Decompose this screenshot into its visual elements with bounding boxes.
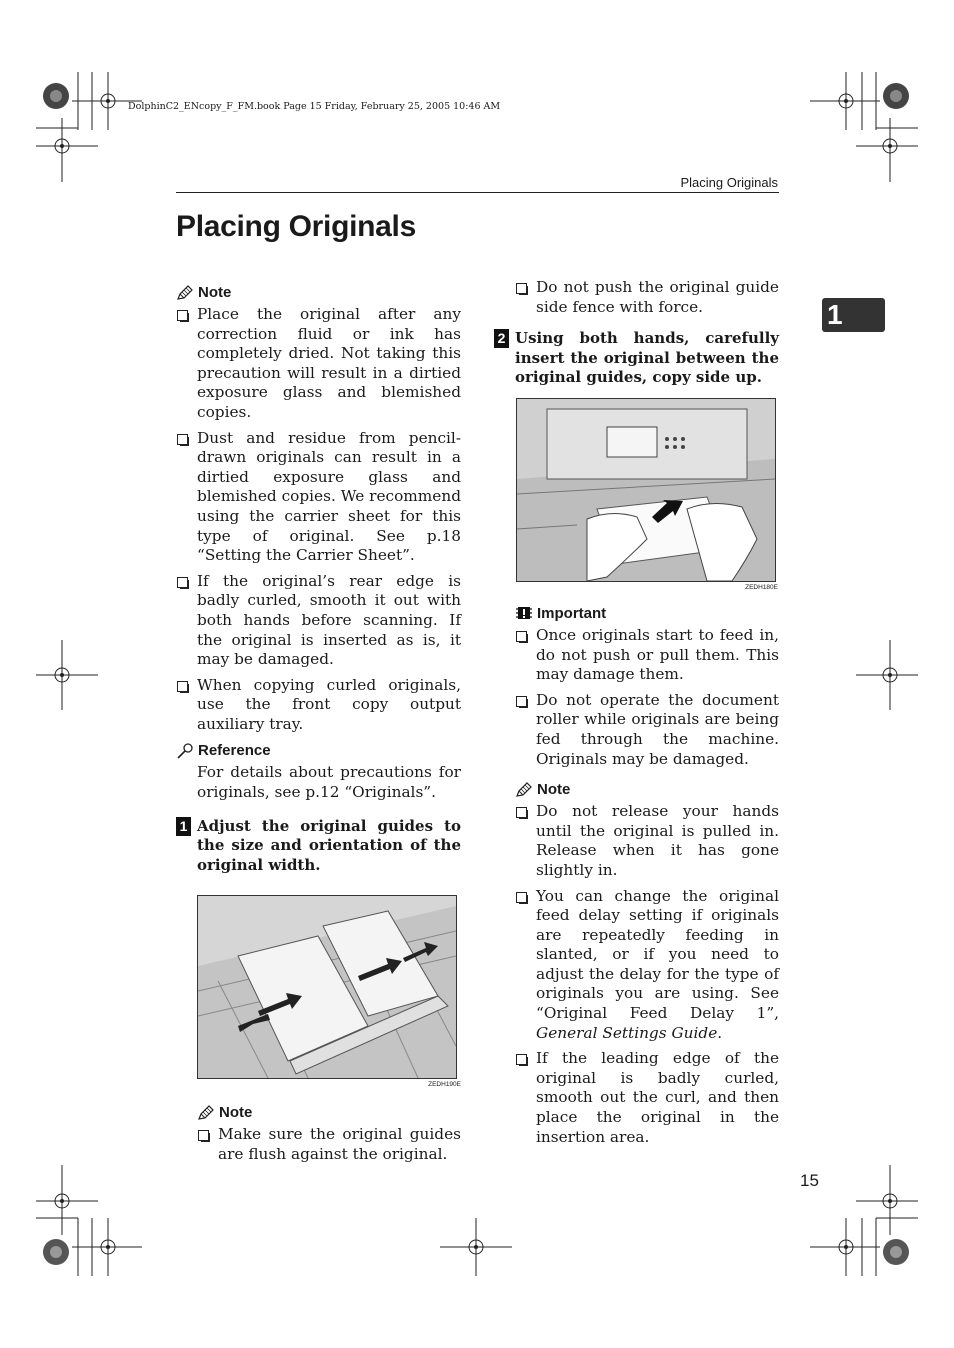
left-column [176,284,461,1171]
note-item: If the leading edge of the original is badly curled, smooth out the curl, and then place the original in the insertion area. [515,1049,779,1147]
checkbox-icon [516,892,527,903]
important-heading: Important [515,605,779,622]
pencil-icon [176,285,194,301]
book-file-info: DolphinC2_ENcopy_F_FM.book Page 15 Friday, February 25, 2005 10:46 AM [128,101,501,112]
running-header: Placing Originals [680,175,778,190]
insert-original-illustration [517,399,775,581]
checkbox-icon [177,310,188,321]
reference-text: For details about precautions for originals, see p.12 “Originals”. [197,763,461,802]
reference-heading: Reference [176,742,461,759]
page-number: 15 [800,1171,819,1190]
figure-1-code: ZEDH190E [428,1081,461,1089]
right-column [494,278,779,1153]
note-item: You can change the original feed delay setting if originals are repeatedly feeding in slanted, or if you need to adjust the delay for the type of originals you are using. See “Original Feed Delay 1”, General Settings Guide. [515,887,779,1044]
checkbox-icon [516,1054,527,1065]
figure-1-illustration [197,895,457,1079]
step-text: Adjust the original guides to the size and orientation of the original width. [197,816,461,874]
step-1 [176,817,461,876]
note-item: If the original’s rear edge is badly curled, smooth it out with both hands before scanning. If the original is inserted as is, it may be damaged. [176,572,461,670]
checkbox-icon [177,434,188,445]
checkbox-icon [516,807,527,818]
step-number: 2 [494,329,509,348]
note-item: When copying curled originals, use the front copy output auxiliary tray. [176,676,461,735]
checkbox-icon [516,631,527,642]
checkbox-icon [177,577,188,588]
figure-2 [516,398,778,591]
step-number: 1 [176,817,191,836]
figure-1 [197,895,461,1088]
page-title: Placing Originals [176,210,416,243]
important-item: Once originals start to feed in, do not push or pull them. This may damage them. [515,626,779,685]
chapter-number: 1 [827,299,843,330]
checkbox-icon [516,696,527,707]
note-item: Dust and residue from pencil-drawn originals can result in a dirtied exposure glass and blemished copies. We recommend using the carrier sheet for this type of original. See p.18 “Setting the Carrier Sheet”. [176,429,461,566]
figure-2-code: ZEDH180E [745,583,778,591]
original-guides-illustration [198,896,456,1078]
figure-2-illustration [516,398,776,582]
important-item: Do not operate the document roller while originals are being fed through the machine. Originals may be damaged. [515,691,779,769]
note-item: Do not push the original guide side fence with force. [515,278,779,317]
checkbox-icon [198,1130,209,1141]
note-item: Place the original after any correction fluid or ink has completely dried. Not taking this precaution will result in a dirtied exposure glass and blemished copies. [176,305,461,423]
note-heading: Note [197,1104,461,1121]
important-icon [515,605,533,621]
magnifier-icon [176,743,194,759]
pencil-icon [197,1105,215,1121]
note-heading: Note [515,781,779,798]
step-text: Using both hands, carefully insert the original between the original guides, copy side up. [515,329,779,387]
chapter-tab [822,298,885,332]
note-item: Make sure the original guides are flush against the original. [197,1125,461,1164]
header-rule [176,192,779,193]
pencil-icon [515,782,533,798]
checkbox-icon [177,681,188,692]
step-2 [494,329,779,388]
checkbox-icon [516,283,527,294]
guide-title: General Settings Guide [536,1023,718,1042]
note-item: Do not release your hands until the original is pulled in. Release when it has gone slightly in. [515,802,779,880]
note-heading: Note [176,284,461,301]
